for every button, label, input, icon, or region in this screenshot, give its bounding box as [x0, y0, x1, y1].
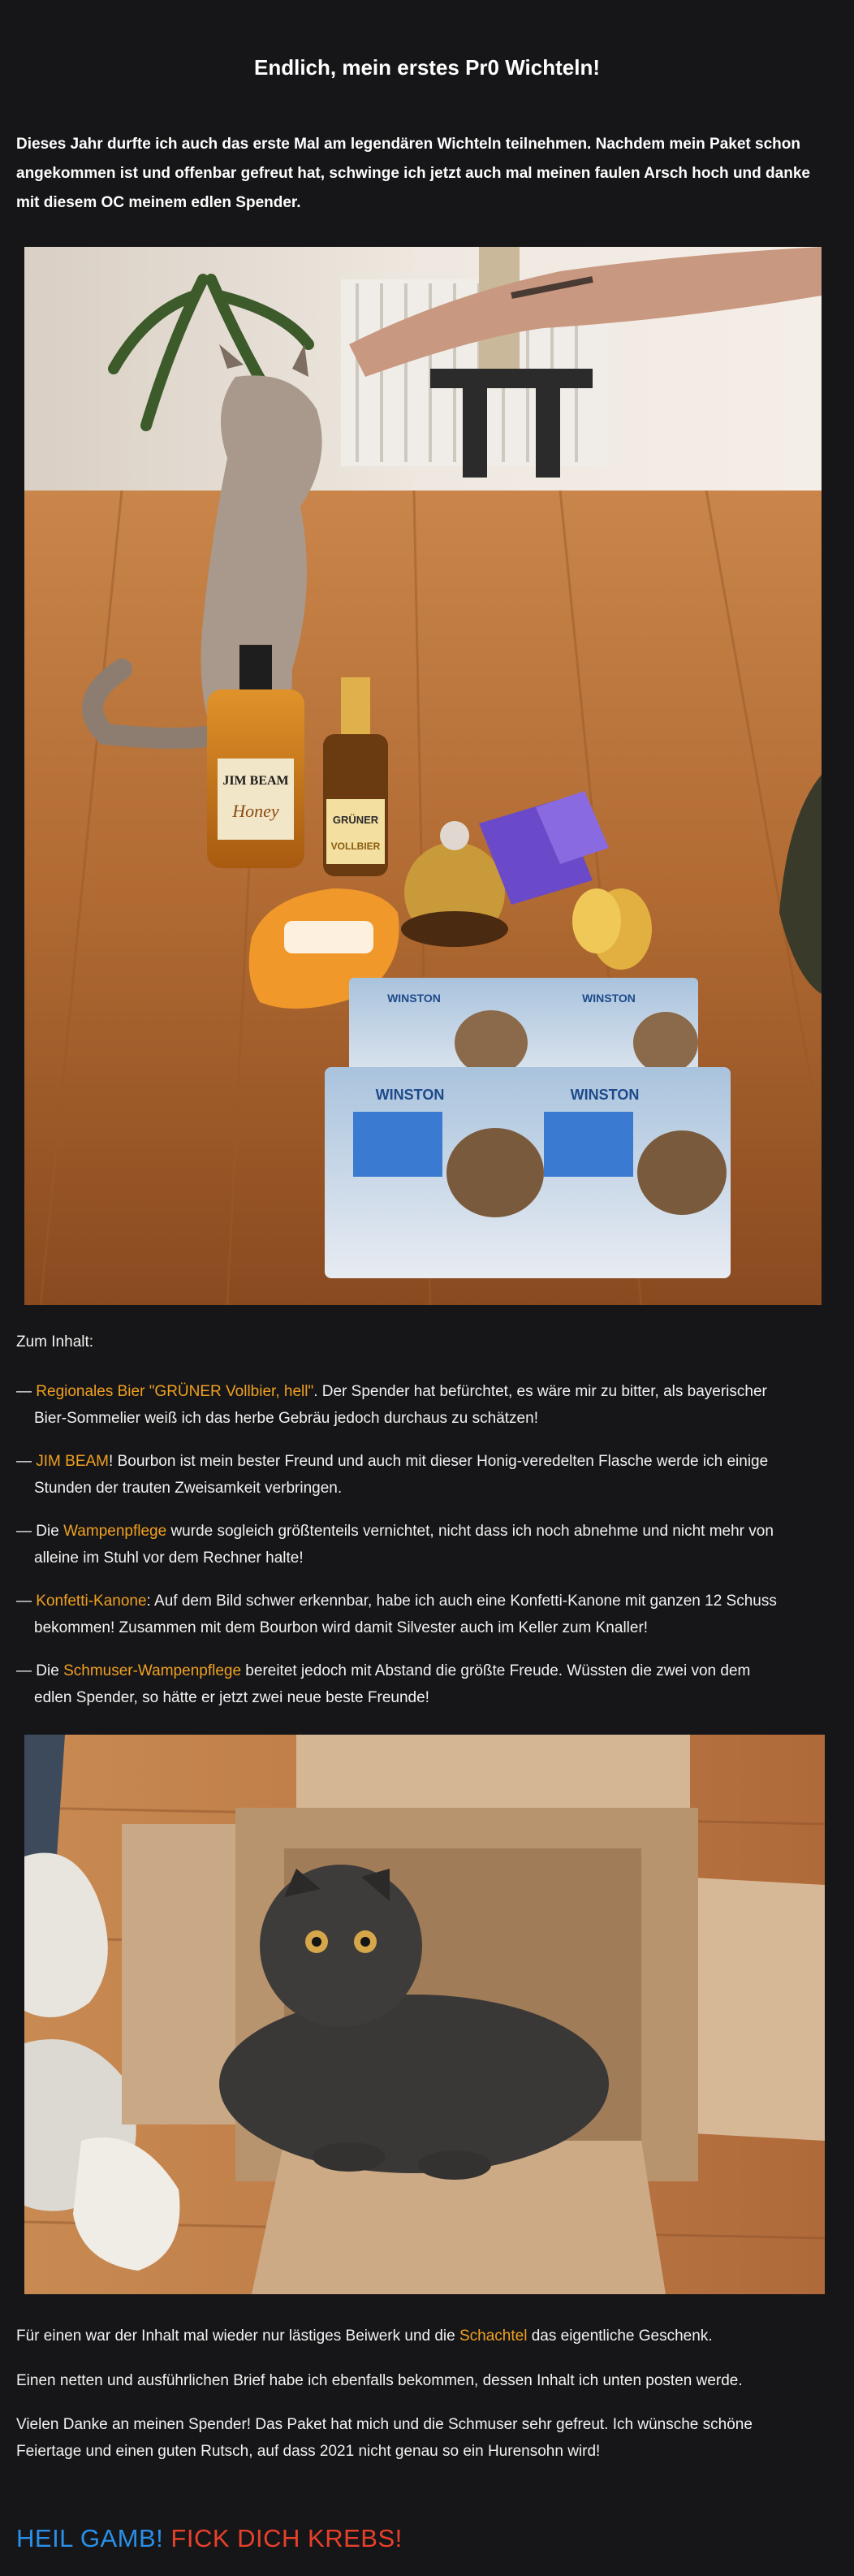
post-intro: Dieses Jahr durfte ich auch das erste Mal am legendären Wichteln teilnehmen. Nachdem mein Paket schon angekommen ist und offenbar gefreut hat, schwinge ich jetzt auch mal meinen faulen Arsch hoch und danke mit diesem OC meinem edlen Spender.	[16, 136, 810, 211]
jimbeam-label-brand: JIM BEAM	[222, 774, 289, 788]
cat-box-photo[interactable]	[24, 1735, 825, 2294]
outro-box	[16, 2323, 836, 2349]
gifts-photo[interactable]	[24, 247, 822, 1305]
item-highlight-wampenpflege[interactable]: Wampenpflege	[63, 1523, 167, 1540]
post-title: Endlich, mein erstes Pr0 Wichteln!	[254, 55, 600, 80]
item-jimbeam	[16, 1448, 828, 1502]
item-dash: — Die	[16, 1662, 64, 1679]
contents-heading: Zum Inhalt:	[16, 1333, 94, 1351]
item-text: . Der Spender hat befürchtet, es wäre mir zu bitter, als bayerischer	[313, 1383, 767, 1400]
item-text-cont: edlen Spender, so hätte er jetzt zwei neue beste Freunde!	[34, 1689, 429, 1706]
item-text-cont: Stunden der trauten Zweisamkeit verbringen.	[34, 1480, 343, 1497]
outro-thanks-line2: Feiertage und einen guten Rutsch, auf dass 2021 nicht genau so ein Hurensohn wird!	[16, 2443, 601, 2460]
item-text-cont: bekommen! Zusammen mit dem Bourbon wird damit Silvester auch im Keller zum Knaller!	[34, 1619, 649, 1636]
beer-label-brand: GRÜNER	[332, 814, 379, 826]
winston-label-3: WINSTON	[375, 1087, 445, 1103]
item-beer	[16, 1378, 828, 1432]
outro-letter: Einen netten und ausführlichen Brief habe ich ebenfalls bekommen, dessen Inhalt ich unten posten werde.	[16, 2372, 743, 2389]
item-dash: —	[16, 1593, 37, 1610]
item-text: ! Bourbon ist mein bester Freund und auch mit dieser Honig-veredelten Flasche werde ich einige	[109, 1453, 769, 1470]
item-dash: — Die	[16, 1523, 64, 1540]
item-text: wurde sogleich größtenteils vernichtet, nicht dass ich noch abnehme und nicht mehr von	[166, 1523, 774, 1540]
outro-text: das eigentliche Geschenk.	[527, 2327, 713, 2345]
winston-label-1: WINSTON	[387, 992, 441, 1005]
item-highlight-beer[interactable]: Regionales Bier "GRÜNER Vollbier, hell"	[36, 1383, 314, 1400]
outro-highlight-schachtel[interactable]: Schachtel	[459, 2327, 528, 2345]
item-konfetti	[16, 1588, 828, 1641]
item-text-cont: Bier-Sommelier weiß ich das herbe Gebräu jedoch durchaus zu schätzen!	[34, 1410, 538, 1427]
item-highlight-konfetti[interactable]: Konfetti-Kanone	[36, 1593, 147, 1610]
item-text-cont: alleine im Stuhl vor dem Rechner halte!	[34, 1549, 304, 1567]
item-text: : Auf dem Bild schwer erkennbar, habe ich auch eine Konfetti-Kanone mit ganzen 12 Schuss	[146, 1593, 777, 1610]
item-highlight-jimbeam[interactable]: JIM BEAM	[36, 1453, 110, 1470]
item-wampenpflege	[16, 1518, 828, 1571]
shout-red: FICK DICH KREBS!	[170, 2524, 403, 2552]
outro-thanks	[16, 2411, 836, 2465]
winston-label-4: WINSTON	[570, 1087, 640, 1103]
outro-text: Für einen war der Inhalt mal wieder nur lästiges Beiwerk und die	[16, 2327, 459, 2345]
item-dash: —	[16, 1453, 37, 1470]
outro-thanks-line1: Vielen Danke an meinen Spender! Das Paket hat mich und die Schmuser sehr gefreut. Ich wünsche schöne	[16, 2416, 753, 2433]
shout-blue: HEIL GAMB!	[16, 2524, 164, 2552]
closing-shout	[16, 2524, 403, 2553]
jimbeam-label-flavor: Honey	[232, 801, 279, 821]
item-text: bereitet jedoch mit Abstand die größte Freude. Wüssten die zwei von dem	[241, 1662, 751, 1679]
beer-label-type: VOLLBIER	[330, 841, 381, 852]
item-dash: —	[16, 1383, 37, 1400]
winston-label-2: WINSTON	[582, 992, 636, 1005]
item-schmuser	[16, 1658, 828, 1711]
item-highlight-schmuser[interactable]: Schmuser-Wampenpflege	[63, 1662, 242, 1679]
